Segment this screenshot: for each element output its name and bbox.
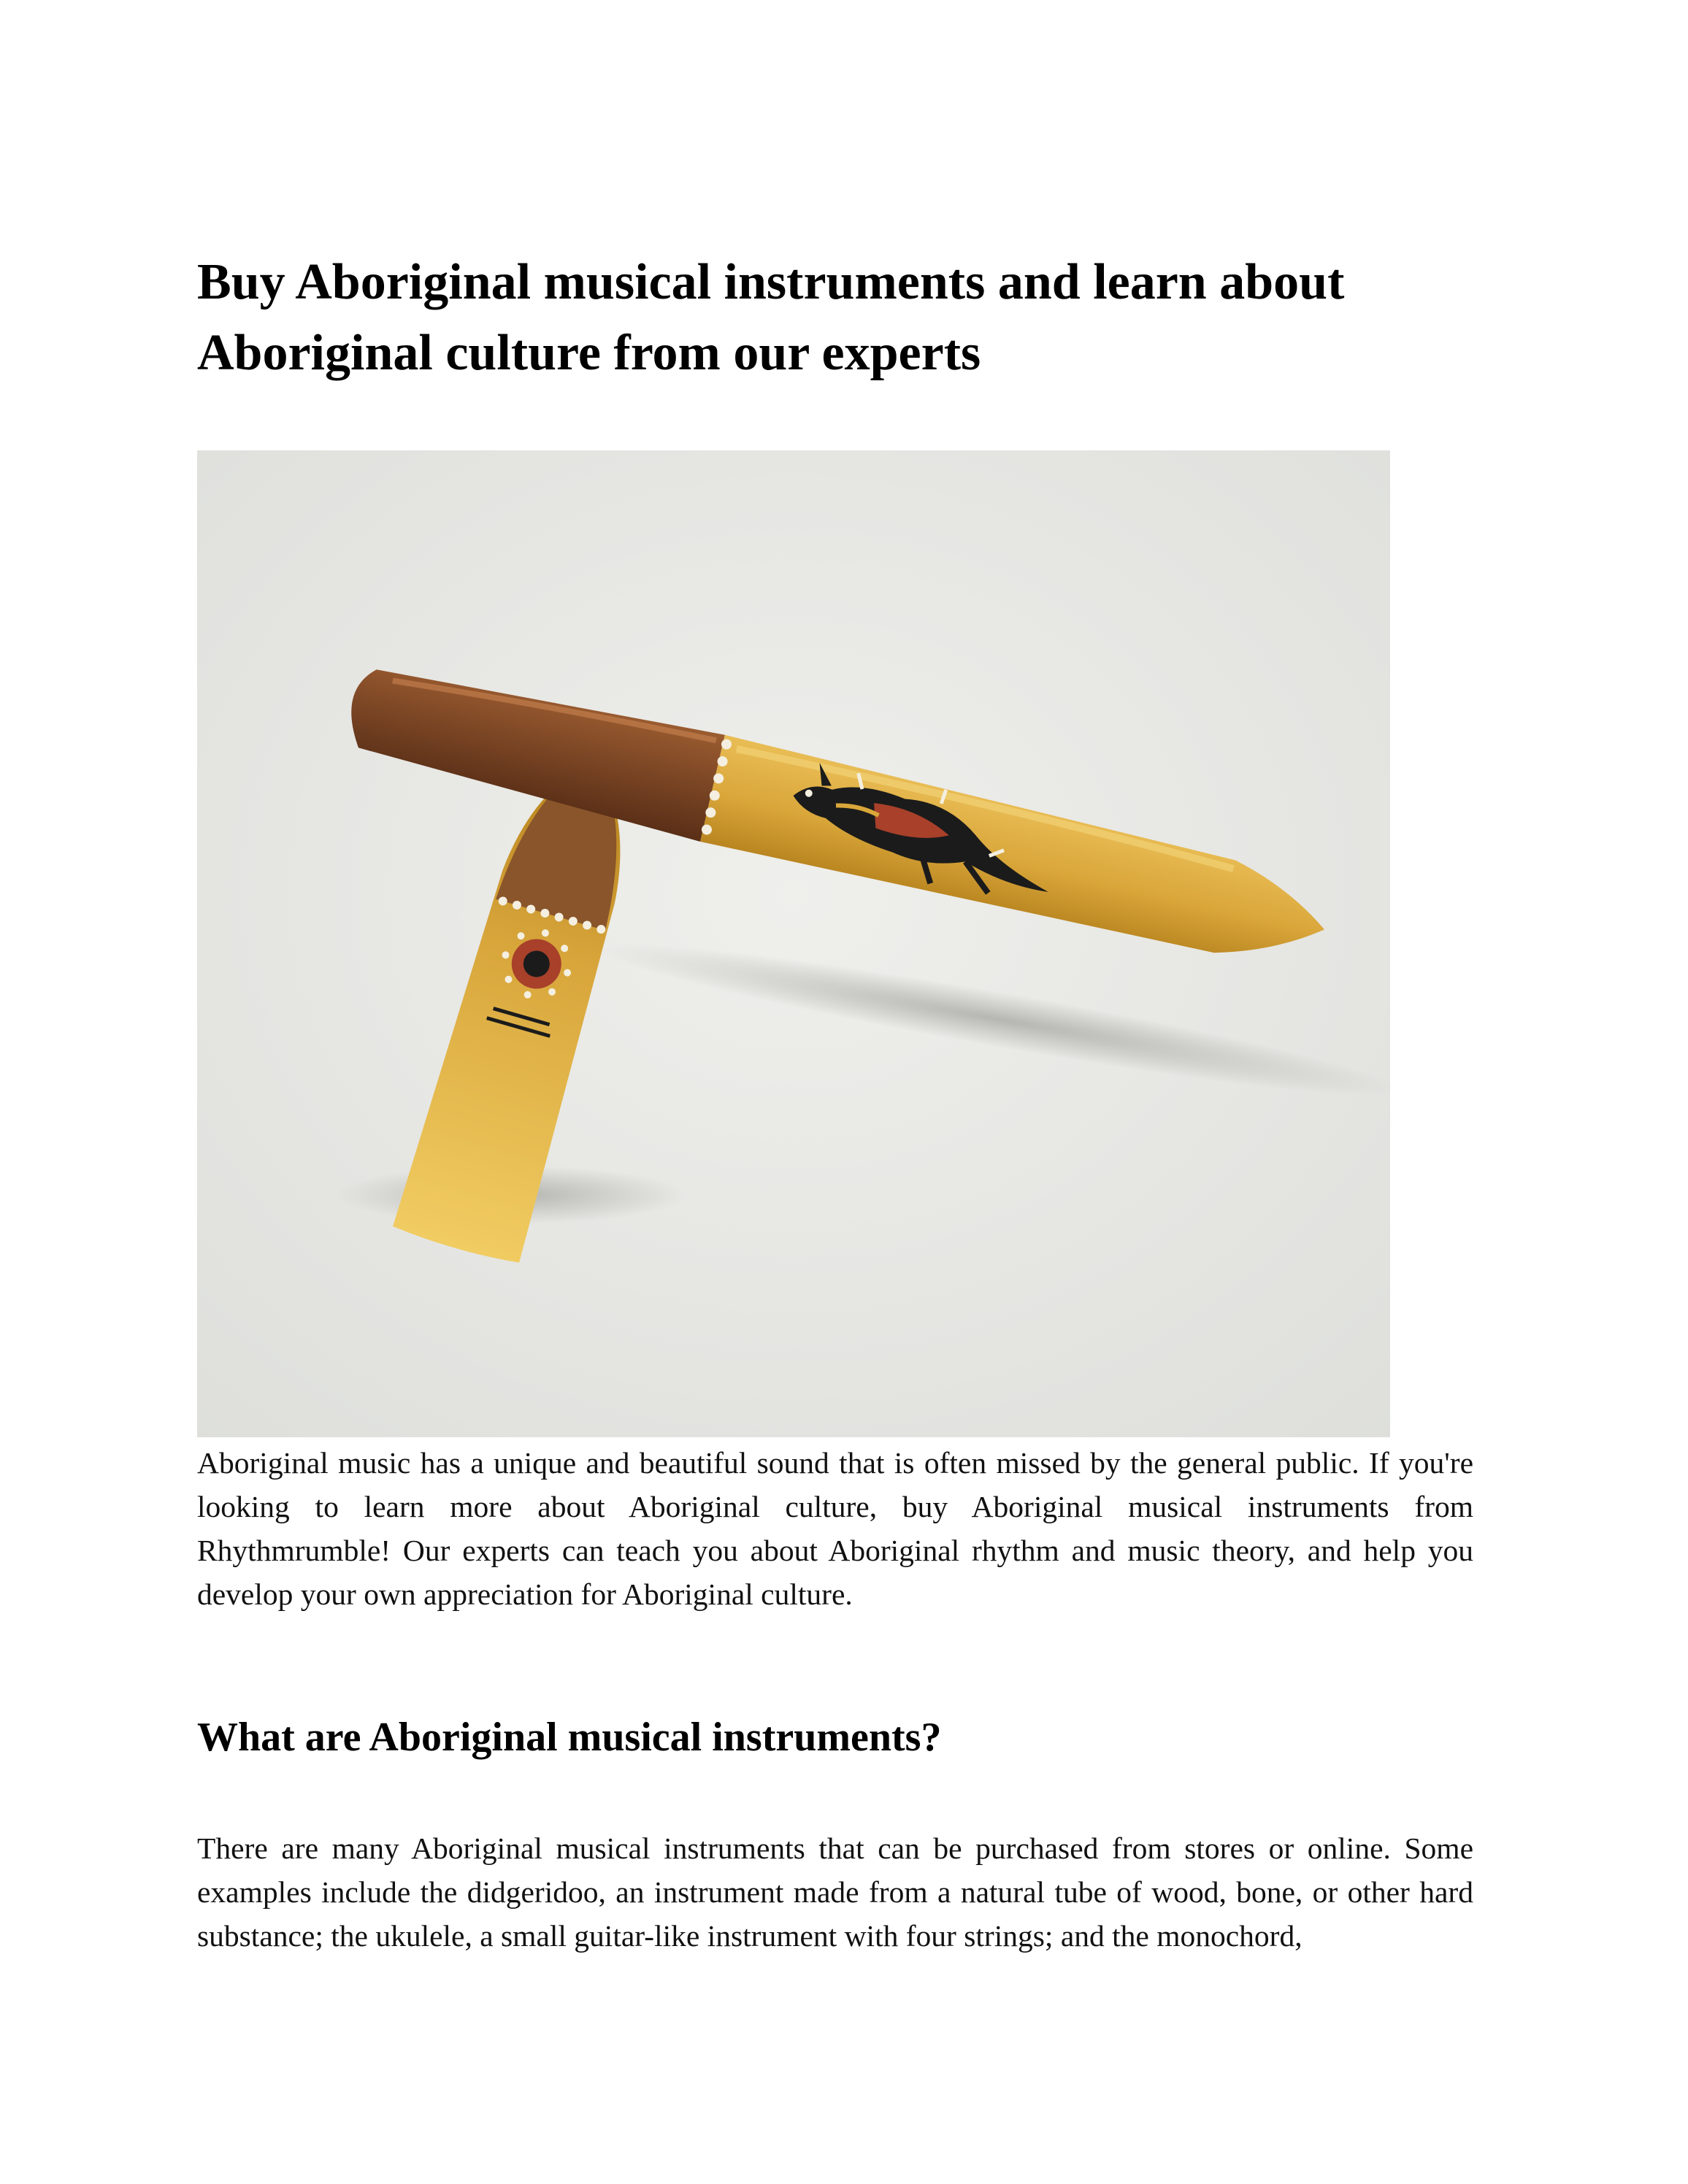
intro-paragraph: Aboriginal music has a unique and beautiful sound that is often missed by the general public. If you're looking to learn more about Aboriginal culture, buy Aboriginal musical instruments from Rhythmrumble! Our experts can teach you about Aboriginal rhythm and music theory, and help you develop your own appreciation for Aboriginal culture. (197, 1446, 1473, 1611)
section-heading: What are Aboriginal musical instruments? (197, 1715, 942, 1760)
page-title: Buy Aboriginal musical instruments and learn about Aboriginal culture from our experts (197, 254, 1345, 381)
product-photo (197, 450, 1390, 1437)
section-paragraph: There are many Aboriginal musical instruments that can be purchased from stores or online. Some examples include the didgeridoo, an instrument made from a natural tube of wood, bone, or other hard substance; the ukulele, a small guitar-like instrument with four strings; and the monochord, (197, 1831, 1473, 1953)
